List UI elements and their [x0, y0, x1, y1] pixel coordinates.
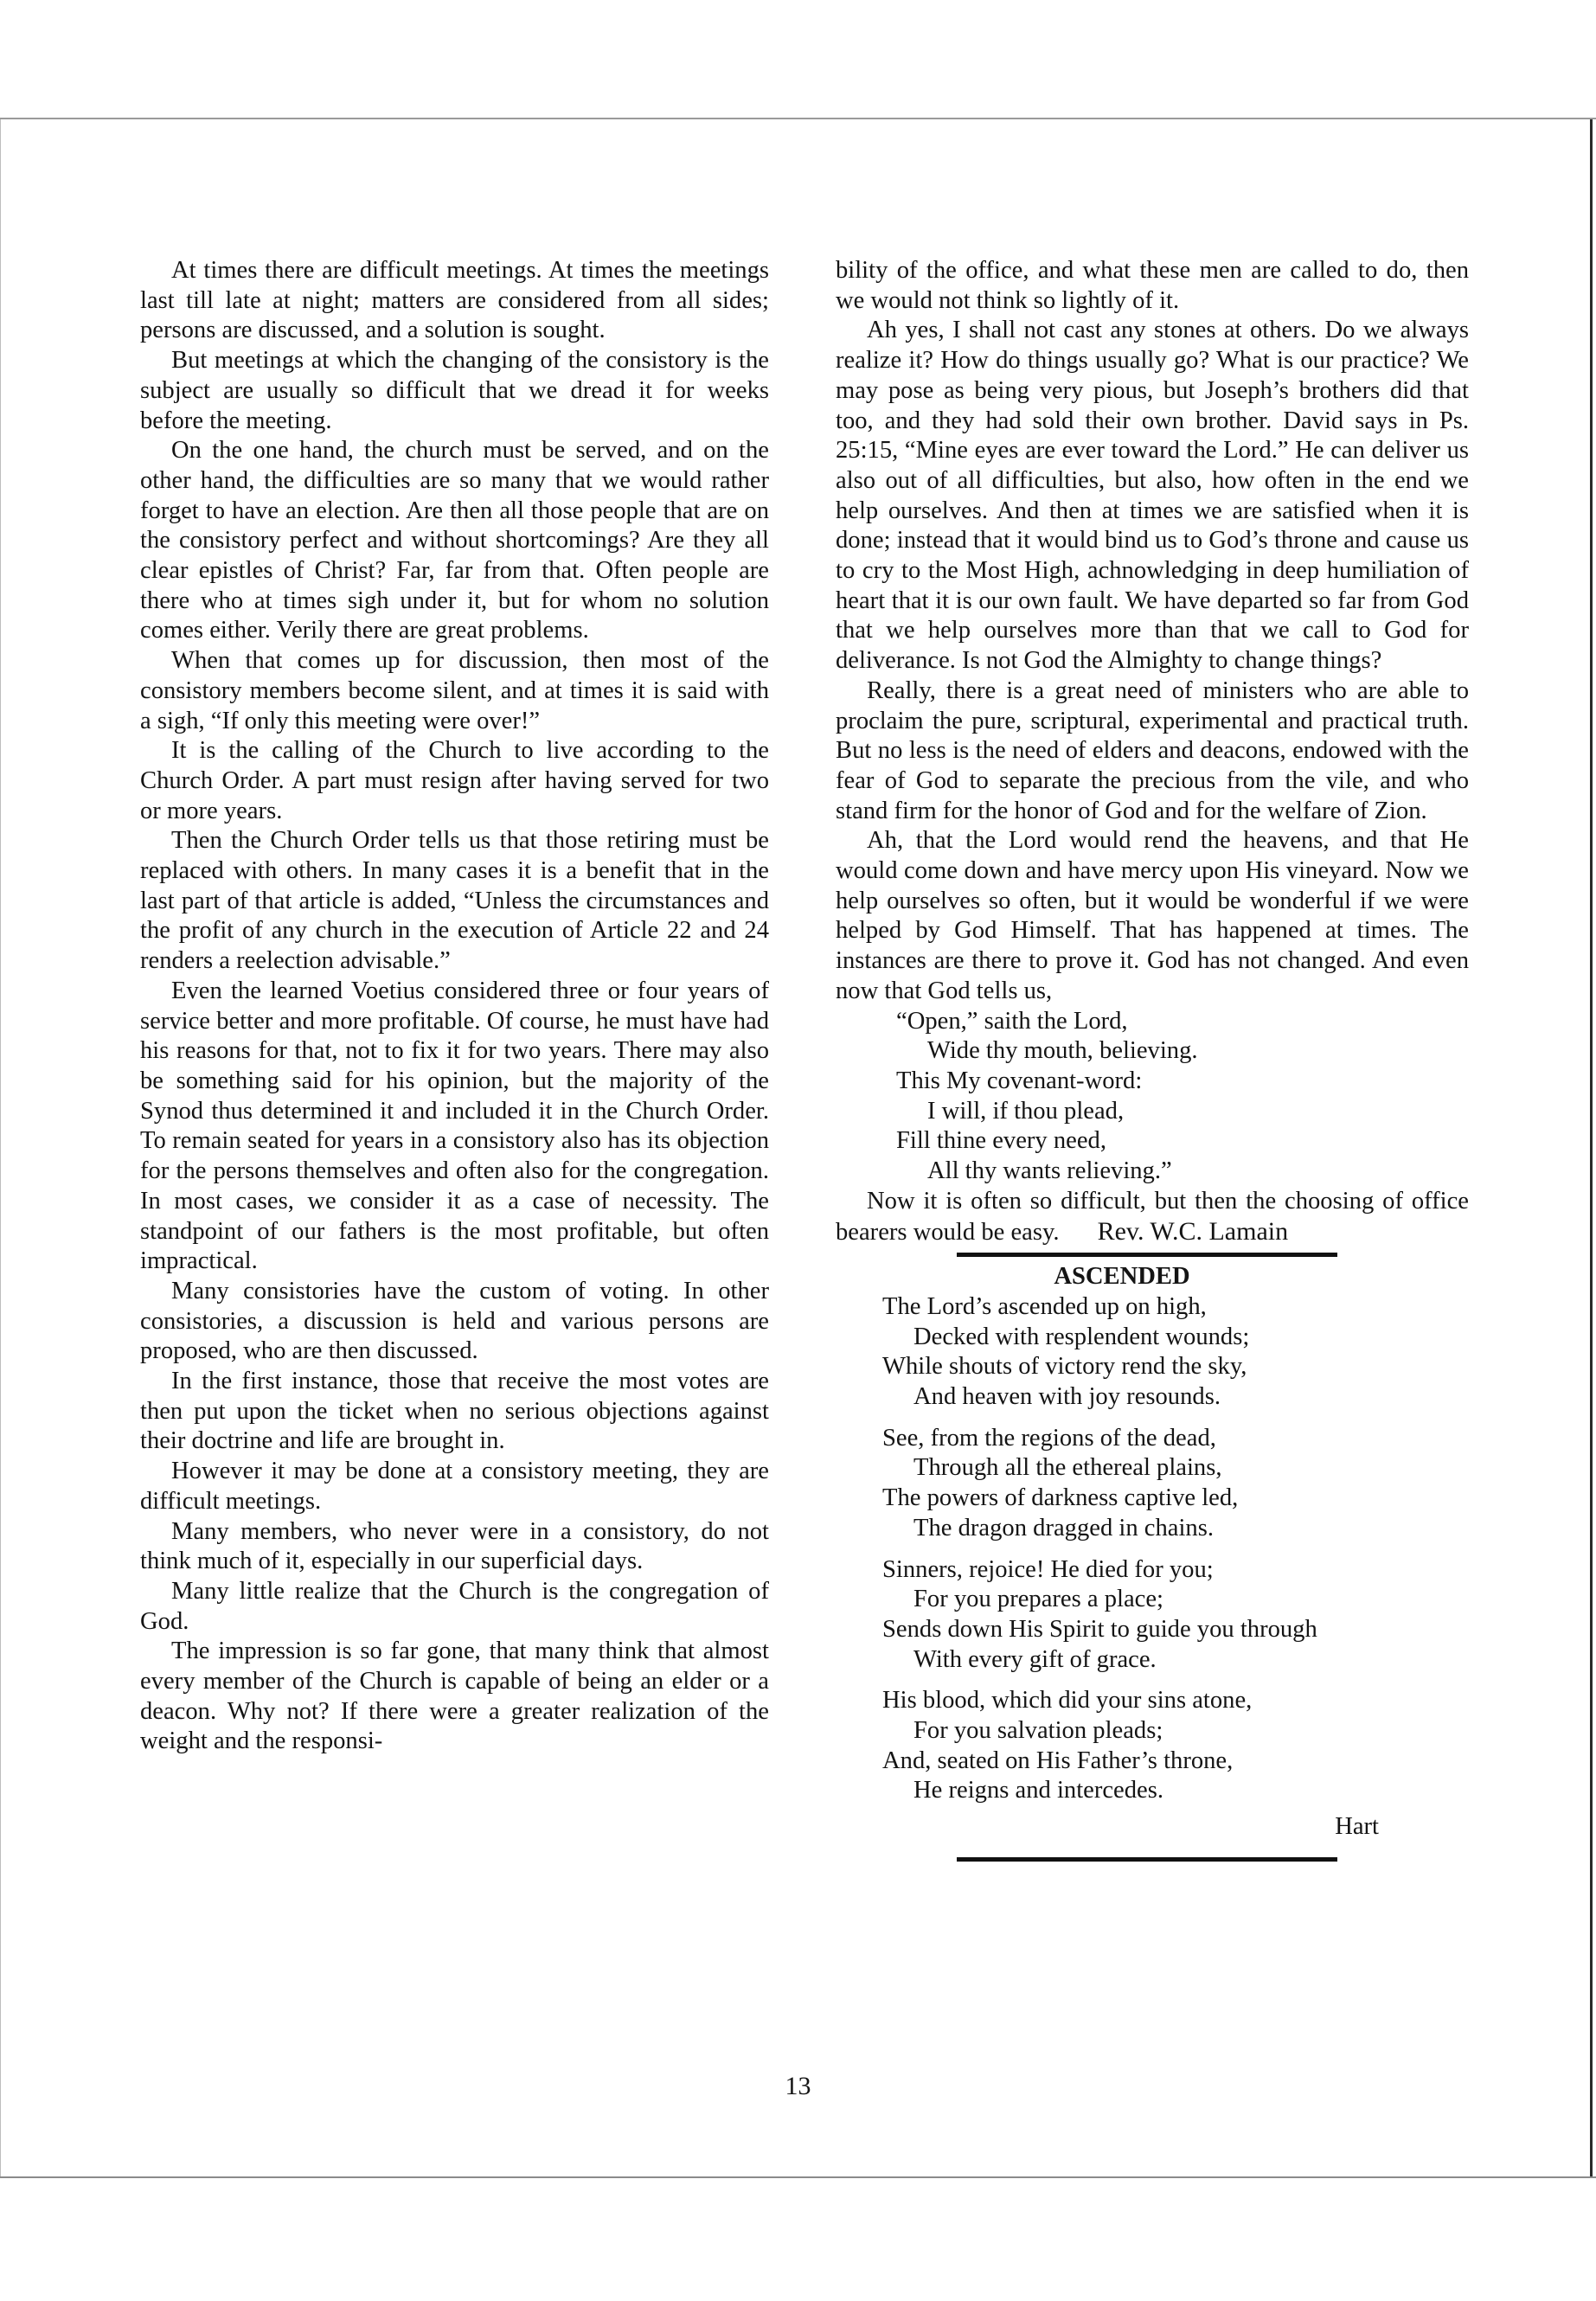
scan-border-top: [0, 118, 1596, 119]
poem-line: The dragon dragged in chains.: [913, 1514, 1214, 1541]
poem-line: For you salvation pleads;: [913, 1717, 1163, 1745]
verse-line: “Open,” saith the Lord,: [896, 1007, 1128, 1035]
poem-stanza: [882, 1292, 1469, 1413]
verse-line: I will, if thou plead,: [927, 1097, 1125, 1125]
paragraph: It is the calling of the Church to live according to the Church Order. A part must resign after having served for two or more years.: [140, 737, 769, 824]
paragraph: Then the Church Order tells us that those retiring must be replaced with others. In many cases it is a benefit that in the last part of that article is added, “Unless the circumstances and the profit of any church in the execution of Article 22 and 24 renders a reelection advisable.”: [140, 827, 769, 975]
section-divider: [957, 1253, 1337, 1257]
closing-paragraph: [836, 1187, 1469, 1247]
verse-line: All thy wants relieving.”: [927, 1157, 1172, 1185]
section-divider: [957, 1857, 1337, 1862]
page-number: 13: [785, 2072, 811, 2100]
left-column: [140, 256, 769, 1757]
quoted-verse: [896, 1007, 1469, 1187]
paragraph: On the one hand, the church must be served, and on the other hand, the difficulties are so many that we would rather forget to have an election. Are then all those people that are on the consistory perfect and without shortcomings? Are they all clear epistles of Christ? Far, far from that. Often people are there who at times sigh under it, but for whom no solution comes either. Verily there are great problems.: [140, 437, 769, 644]
poem-line: With every gift of grace.: [913, 1645, 1157, 1673]
paragraph: Even the learned Voetius considered three or four years of service better and more profitable. Of course, he must have had his reasons for that, not to fix it for two years. There may also be something said for his opinion, but the majority of the Synod thus determined it and included it in the Church Order. To remain seated for years in a consistory also has its objection for the persons themselves and often also for the congregation. In most cases, we consider it as a case of necessity. The standpoint of our fathers is the most profitable, but often impractical.: [140, 977, 769, 1275]
paragraph: Ah yes, I shall not cast any stones at others. Do we always realize it? How do things usually go? What is our practice? We may pose as being very pious, but Joseph’s brothers did that too, and they had sold their own brother. David says in Ps. 25:15, “Mine eyes are ever toward the Lord.” He can deliver us also out of all difficulties, but also, how often in the end we help ourselves. And then at times we are satisfied when it is done; instead that it would bind us to God’s throne and cause us to cry to the Most High, achnowledging in deep humiliation of heart that it is our own fault. We have departed so far from God that we help ourselves more than that we call to God for deliverance. Is not God the Almighty to change things?: [836, 317, 1469, 675]
poem-line: While shouts of victory rend the sky,: [882, 1353, 1247, 1381]
poem-author: Hart: [1335, 1813, 1379, 1841]
scan-border-left: [0, 119, 1, 2178]
author-signature: Rev. W.C. Lamain: [1097, 1216, 1289, 1246]
paragraph: When that comes up for discussion, then most of the consistory members become silent, and at times it is said with a sigh, “If only this meeting were over!”: [140, 647, 769, 734]
paragraph: In the first instance, those that receive the most votes are then put upon the ticket when no serious objections against their doctrine and life are brought in.: [140, 1368, 769, 1455]
paragraph: Really, there is a great need of ministers who are able to proclaim the pure, scriptural, experimental and practical truth. But no less is the need of elders and deacons, endowed with the fear of God to separate the precious from the vile, and who stand firm for the honor of God and for the welfare of Zion.: [836, 676, 1469, 824]
poem-line: Decked with resplendent wounds;: [913, 1323, 1250, 1350]
poem-stanza: [882, 1555, 1469, 1676]
verse-line: Fill thine every need,: [896, 1127, 1106, 1155]
paragraph: Many members, who never were in a consistory, do not think much of it, especially in our superficial days.: [140, 1517, 769, 1575]
poem-line: Sinners, rejoice! He died for you;: [882, 1555, 1214, 1583]
right-column: [836, 256, 1469, 1862]
scan-border-right: [1590, 119, 1593, 2178]
poem-line: And, seated on His Father’s throne,: [882, 1747, 1234, 1774]
verse-line: Wide thy mouth, believing.: [927, 1037, 1198, 1065]
poem-title: ASCENDED: [1054, 1263, 1190, 1291]
poem-line: The powers of darkness captive led,: [882, 1484, 1239, 1512]
poem-line: Through all the ethereal plains,: [913, 1454, 1222, 1482]
poem-line: For you prepares a place;: [913, 1586, 1163, 1613]
poem-line: He reigns and intercedes.: [913, 1777, 1163, 1804]
verse-line: This My covenant-word:: [896, 1067, 1143, 1094]
paragraph-continued: bility of the office, and what these men are called to do, then we would not think so lightly of it.: [836, 257, 1469, 314]
poem-line: Sends down His Spirit to guide you through: [882, 1615, 1317, 1643]
closing-text: Now it is often so difficult, but then the choosing of office bearers would be easy.: [836, 1187, 1469, 1246]
poem-stanza: [882, 1424, 1469, 1544]
poem-line: His blood, which did your sins atone,: [882, 1687, 1253, 1715]
poem-line: The Lord’s ascended up on high,: [882, 1292, 1207, 1320]
poem-line: See, from the regions of the dead,: [882, 1424, 1216, 1452]
paragraph: However it may be done at a consistory meeting, they are difficult meetings.: [140, 1458, 769, 1515]
paragraph: At times there are difficult meetings. At times the meetings last till late at night; matters are considered from all sides; persons are discussed, and a solution is sought.: [140, 257, 769, 344]
poem-stanza: [882, 1686, 1469, 1806]
paragraph: Ah, that the Lord would rend the heavens, and that He would come down and have mercy upon His vineyard. Now we help ourselves so often, but it would be wonderful if we were helped by God Himself. That has happened at times. The instances are there to prove it. God has not changed. And even now that God tells us,: [836, 827, 1469, 1004]
scan-border-bottom: [0, 2176, 1596, 2178]
paragraph: But meetings at which the changing of the consistory is the subject are usually so difficult that we dread it for weeks before the meeting.: [140, 347, 769, 434]
paragraph: Many consistories have the custom of voting. In other consistories, a discussion is held and various persons are proposed, who are then discussed.: [140, 1277, 769, 1365]
poem-line: And heaven with joy resounds.: [913, 1383, 1221, 1411]
paragraph: The impression is so far gone, that many think that almost every member of the Church is capable of being an elder or a deacon. Why not? If there were a greater realization of the weight and the responsi-: [140, 1638, 769, 1755]
paragraph: Many little realize that the Church is the congregation of God.: [140, 1577, 769, 1635]
